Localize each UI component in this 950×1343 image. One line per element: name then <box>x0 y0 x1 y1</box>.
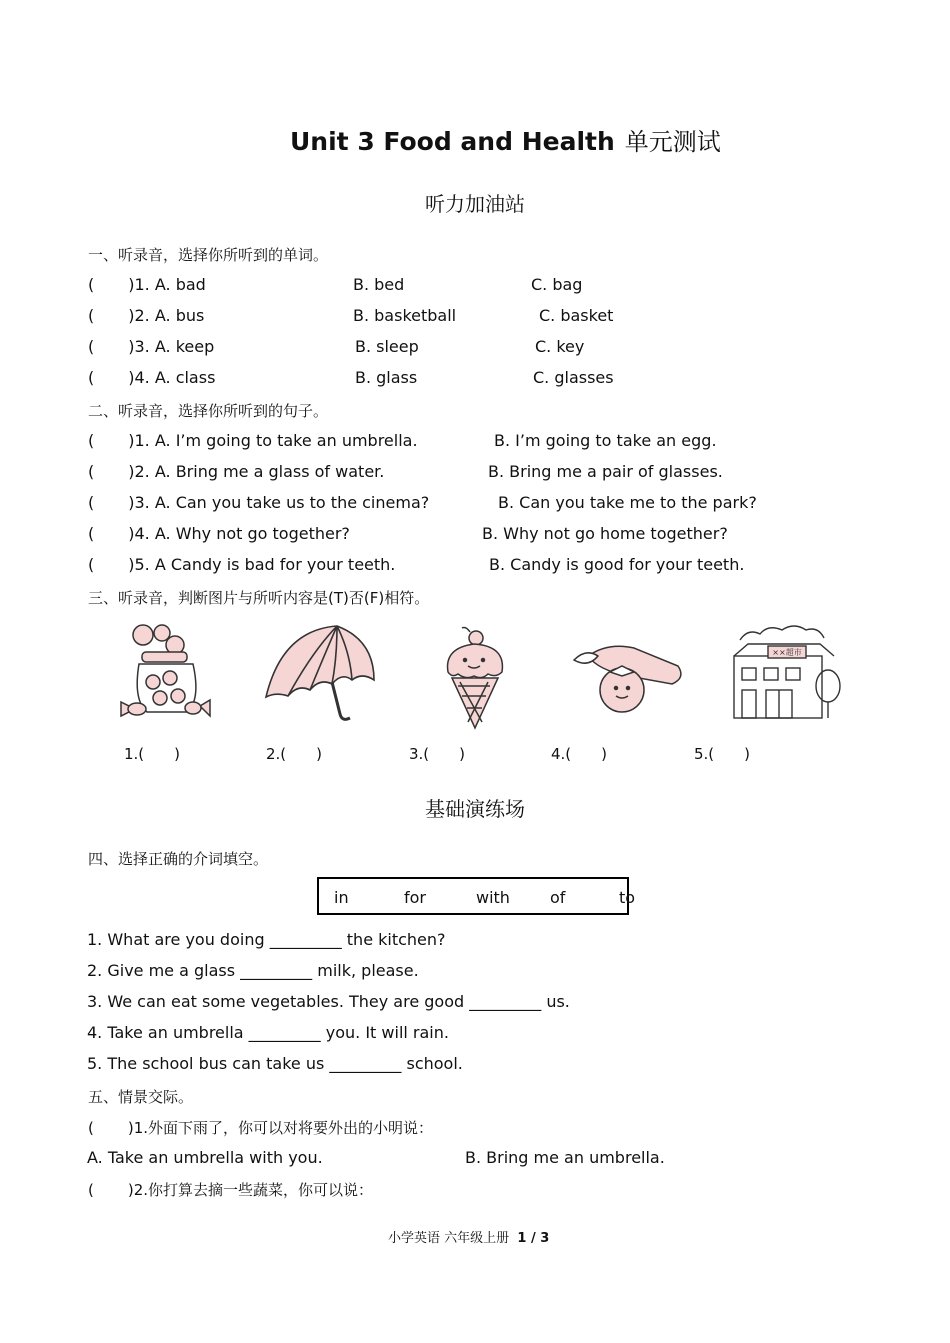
title-cn: 单元测试 <box>624 128 721 156</box>
part2-heading: 二、听录音，选择你所听到的句子。 <box>88 402 329 420</box>
vegetables-picture <box>568 636 686 716</box>
part2-row: ( )1. A. I’m going to take an umbrella. <box>88 431 418 450</box>
part2-option-b: B. Can you take me to the park? <box>498 493 757 512</box>
part2-option-b: B. Why not go home together? <box>482 524 728 543</box>
ice-cream-picture <box>438 624 512 732</box>
umbrella-picture <box>262 622 378 726</box>
part1-option-b: B. glass <box>355 368 418 387</box>
candy-jar-picture <box>115 620 220 722</box>
picture-answer-2: 2.( ) <box>266 745 323 763</box>
part3-heading: 三、听录音，判断图片与所听内容是(T)否(F)相符。 <box>88 589 430 607</box>
shop-sign: ××超市 <box>772 648 802 657</box>
part1-heading: 一、听录音，选择你所听到的单词。 <box>88 246 329 264</box>
part5-heading: 五、情景交际。 <box>88 1088 194 1106</box>
part1-row: ( )4. A. class <box>88 368 216 387</box>
part4-heading: 四、选择正确的介词填空。 <box>88 850 269 868</box>
part1-row: ( )3. A. keep <box>88 337 215 356</box>
fill-blank-item: 5. The school bus can take us _________ school. <box>87 1054 463 1073</box>
word-bank <box>317 877 636 915</box>
part1-option-c: C. basket <box>539 306 614 325</box>
part1-row: ( )1. A. bad <box>88 275 206 294</box>
word-bank-item: to <box>619 888 636 907</box>
scenario-question-1: ( )1.外面下雨了，你可以对将要外出的小明说： <box>88 1119 434 1137</box>
part1-option-b: B. sleep <box>355 337 419 356</box>
fill-blank-item: 1. What are you doing _________ the kitchen? <box>87 930 446 949</box>
picture-answer-5: 5.( ) <box>694 745 751 763</box>
part1-option-c: C. glasses <box>533 368 614 387</box>
word-bank-item: of <box>550 888 566 907</box>
part1-option-c: C. key <box>535 337 585 356</box>
title-main: Unit 3 Food and Health <box>290 127 615 156</box>
part2-option-b: B. I’m going to take an egg. <box>494 431 717 450</box>
part1-option-b: B. basketball <box>353 306 457 325</box>
scenario-question-2: ( )2.你打算去摘一些蔬菜，你可以说： <box>88 1181 374 1199</box>
part2-row: ( )3. A. Can you take us to the cinema? <box>88 493 430 512</box>
part1-option-c: C. bag <box>531 275 583 294</box>
word-bank-item: in <box>334 888 349 907</box>
page-title <box>290 122 721 157</box>
scenario-option-a: A. Take an umbrella with you. <box>87 1148 323 1167</box>
part2-option-b: B. Candy is good for your teeth. <box>489 555 745 574</box>
fill-blank-item: 2. Give me a glass _________ milk, please. <box>87 961 419 980</box>
picture-answer-1: 1.( ) <box>124 745 181 763</box>
page-number: 1 / 3 <box>517 1231 550 1246</box>
supermarket-picture <box>728 622 846 722</box>
part2-row: ( )4. A. Why not go together? <box>88 524 350 543</box>
picture-answer-3: 3.( ) <box>409 745 466 763</box>
picture-answer-4: 4.( ) <box>551 745 608 763</box>
page-footer: 小学英语 六年级上册 1 / 3 <box>388 1231 550 1246</box>
part1-option-b: B. bed <box>353 275 405 294</box>
fill-blank-item: 4. Take an umbrella _________ you. It will rain. <box>87 1023 449 1042</box>
fill-blank-item: 3. We can eat some vegetables. They are good _________ us. <box>87 992 570 1011</box>
listening-section-title: 听力加油站 <box>425 192 525 216</box>
word-bank-item: for <box>404 888 426 907</box>
part1-row: ( )2. A. bus <box>88 306 205 325</box>
basic-section-title: 基础演练场 <box>425 797 525 821</box>
part2-row: ( )5. A Candy is bad for your teeth. <box>88 555 396 574</box>
scenario-option-b: B. Bring me an umbrella. <box>465 1148 665 1167</box>
word-bank-item: with <box>476 888 510 907</box>
part2-option-b: B. Bring me a pair of glasses. <box>488 462 723 481</box>
part2-row: ( )2. A. Bring me a glass of water. <box>88 462 385 481</box>
